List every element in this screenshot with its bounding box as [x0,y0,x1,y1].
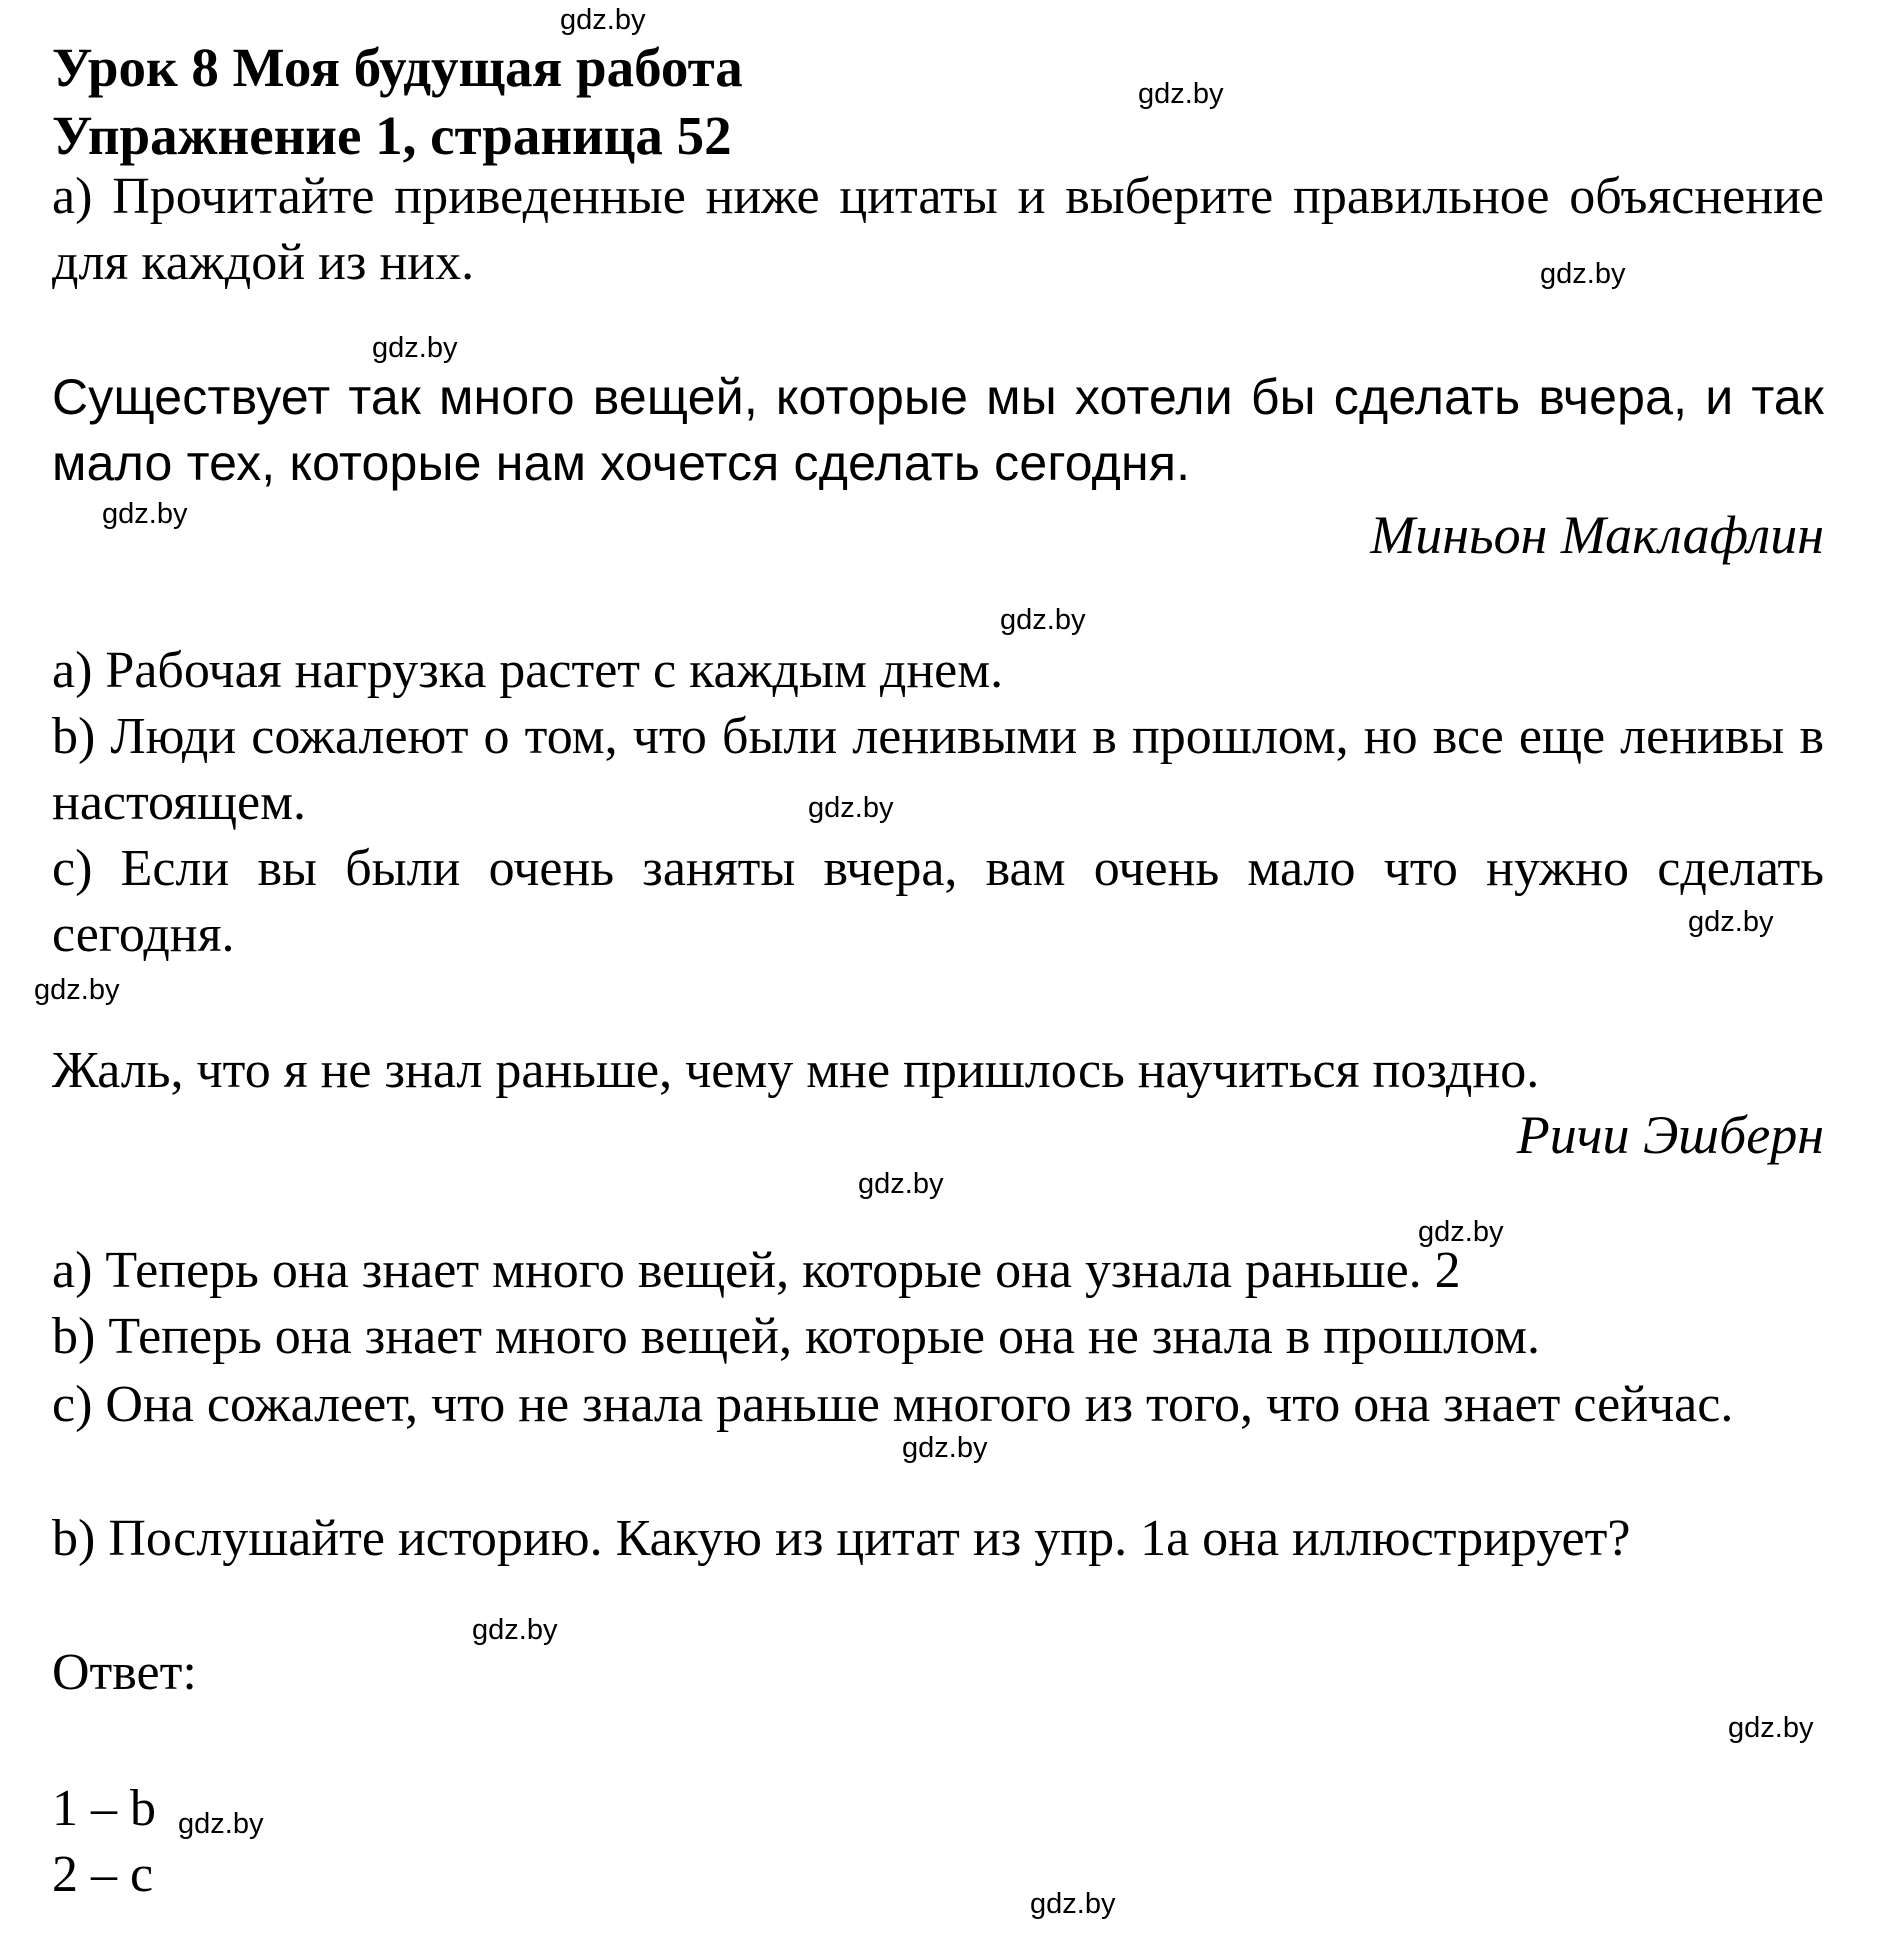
watermark: gdz.by [1030,1888,1116,1920]
task-a-instruction: a) Прочитайте приведенные ниже цитаты и выберите правильное объяснение для каждой из них. [52,168,1824,291]
answer-item: 1 – b [52,1780,156,1837]
watermark: gdz.by [1540,258,1626,290]
quote-1-author: Миньон Маклафлин [1370,505,1824,565]
quote-1-option-a: a) Рабочая нагрузка растет с каждым днем. [52,642,1004,699]
watermark: gdz.by [1000,604,1086,636]
watermark: gdz.by [808,792,894,824]
watermark: gdz.by [902,1432,988,1464]
watermark: gdz.by [178,1808,264,1840]
watermark: gdz.by [1728,1712,1814,1744]
answer-label: Ответ: [52,1644,197,1701]
quote-2-option-a: a) Теперь она знает много вещей, которые она узнала раньше. 2 [52,1242,1461,1299]
watermark: gdz.by [858,1168,944,1200]
quote-2-text: Жаль, что я не знал раньше, чему мне пришлось научиться поздно. [52,1042,1540,1099]
watermark: gdz.by [560,4,646,36]
quote-2-author: Ричи Эшберн [1516,1105,1824,1165]
quote-1-text: Существует так много вещей, которые мы хотели бы сделать вчера, и так мало тех, которые нам хочется сделать сегодня. [52,369,1824,491]
watermark: gdz.by [1688,906,1774,938]
quote-1-option-b: b) Люди сожалеют о том, что были ленивыми в прошлом, но все еще ленивы в настоящем. [52,708,1824,831]
watermark: gdz.by [472,1614,558,1646]
task-b-instruction: b) Послушайте историю. Какую из цитат из упр. 1а она иллюстрирует? [52,1510,1631,1567]
exercise-title: Упражнение 1, страница 52 [52,105,732,166]
quote-2-option-c: c) Она сожалеет, что не знала раньше многого из того, что она знает сейчас. [52,1376,1734,1433]
quote-1-option-c: c) Если вы были очень заняты вчера, вам очень мало что нужно сделать сегодня. [52,840,1824,963]
answer-item: 2 – c [52,1846,154,1903]
lesson-title: Урок 8 Моя будущая работа [52,37,743,98]
watermark: gdz.by [372,332,458,364]
watermark: gdz.by [102,498,188,530]
watermark: gdz.by [1418,1216,1504,1248]
quote-2-option-b: b) Теперь она знает много вещей, которые она не знала в прошлом. [52,1308,1541,1365]
watermark: gdz.by [34,974,120,1006]
watermark: gdz.by [1138,78,1224,110]
